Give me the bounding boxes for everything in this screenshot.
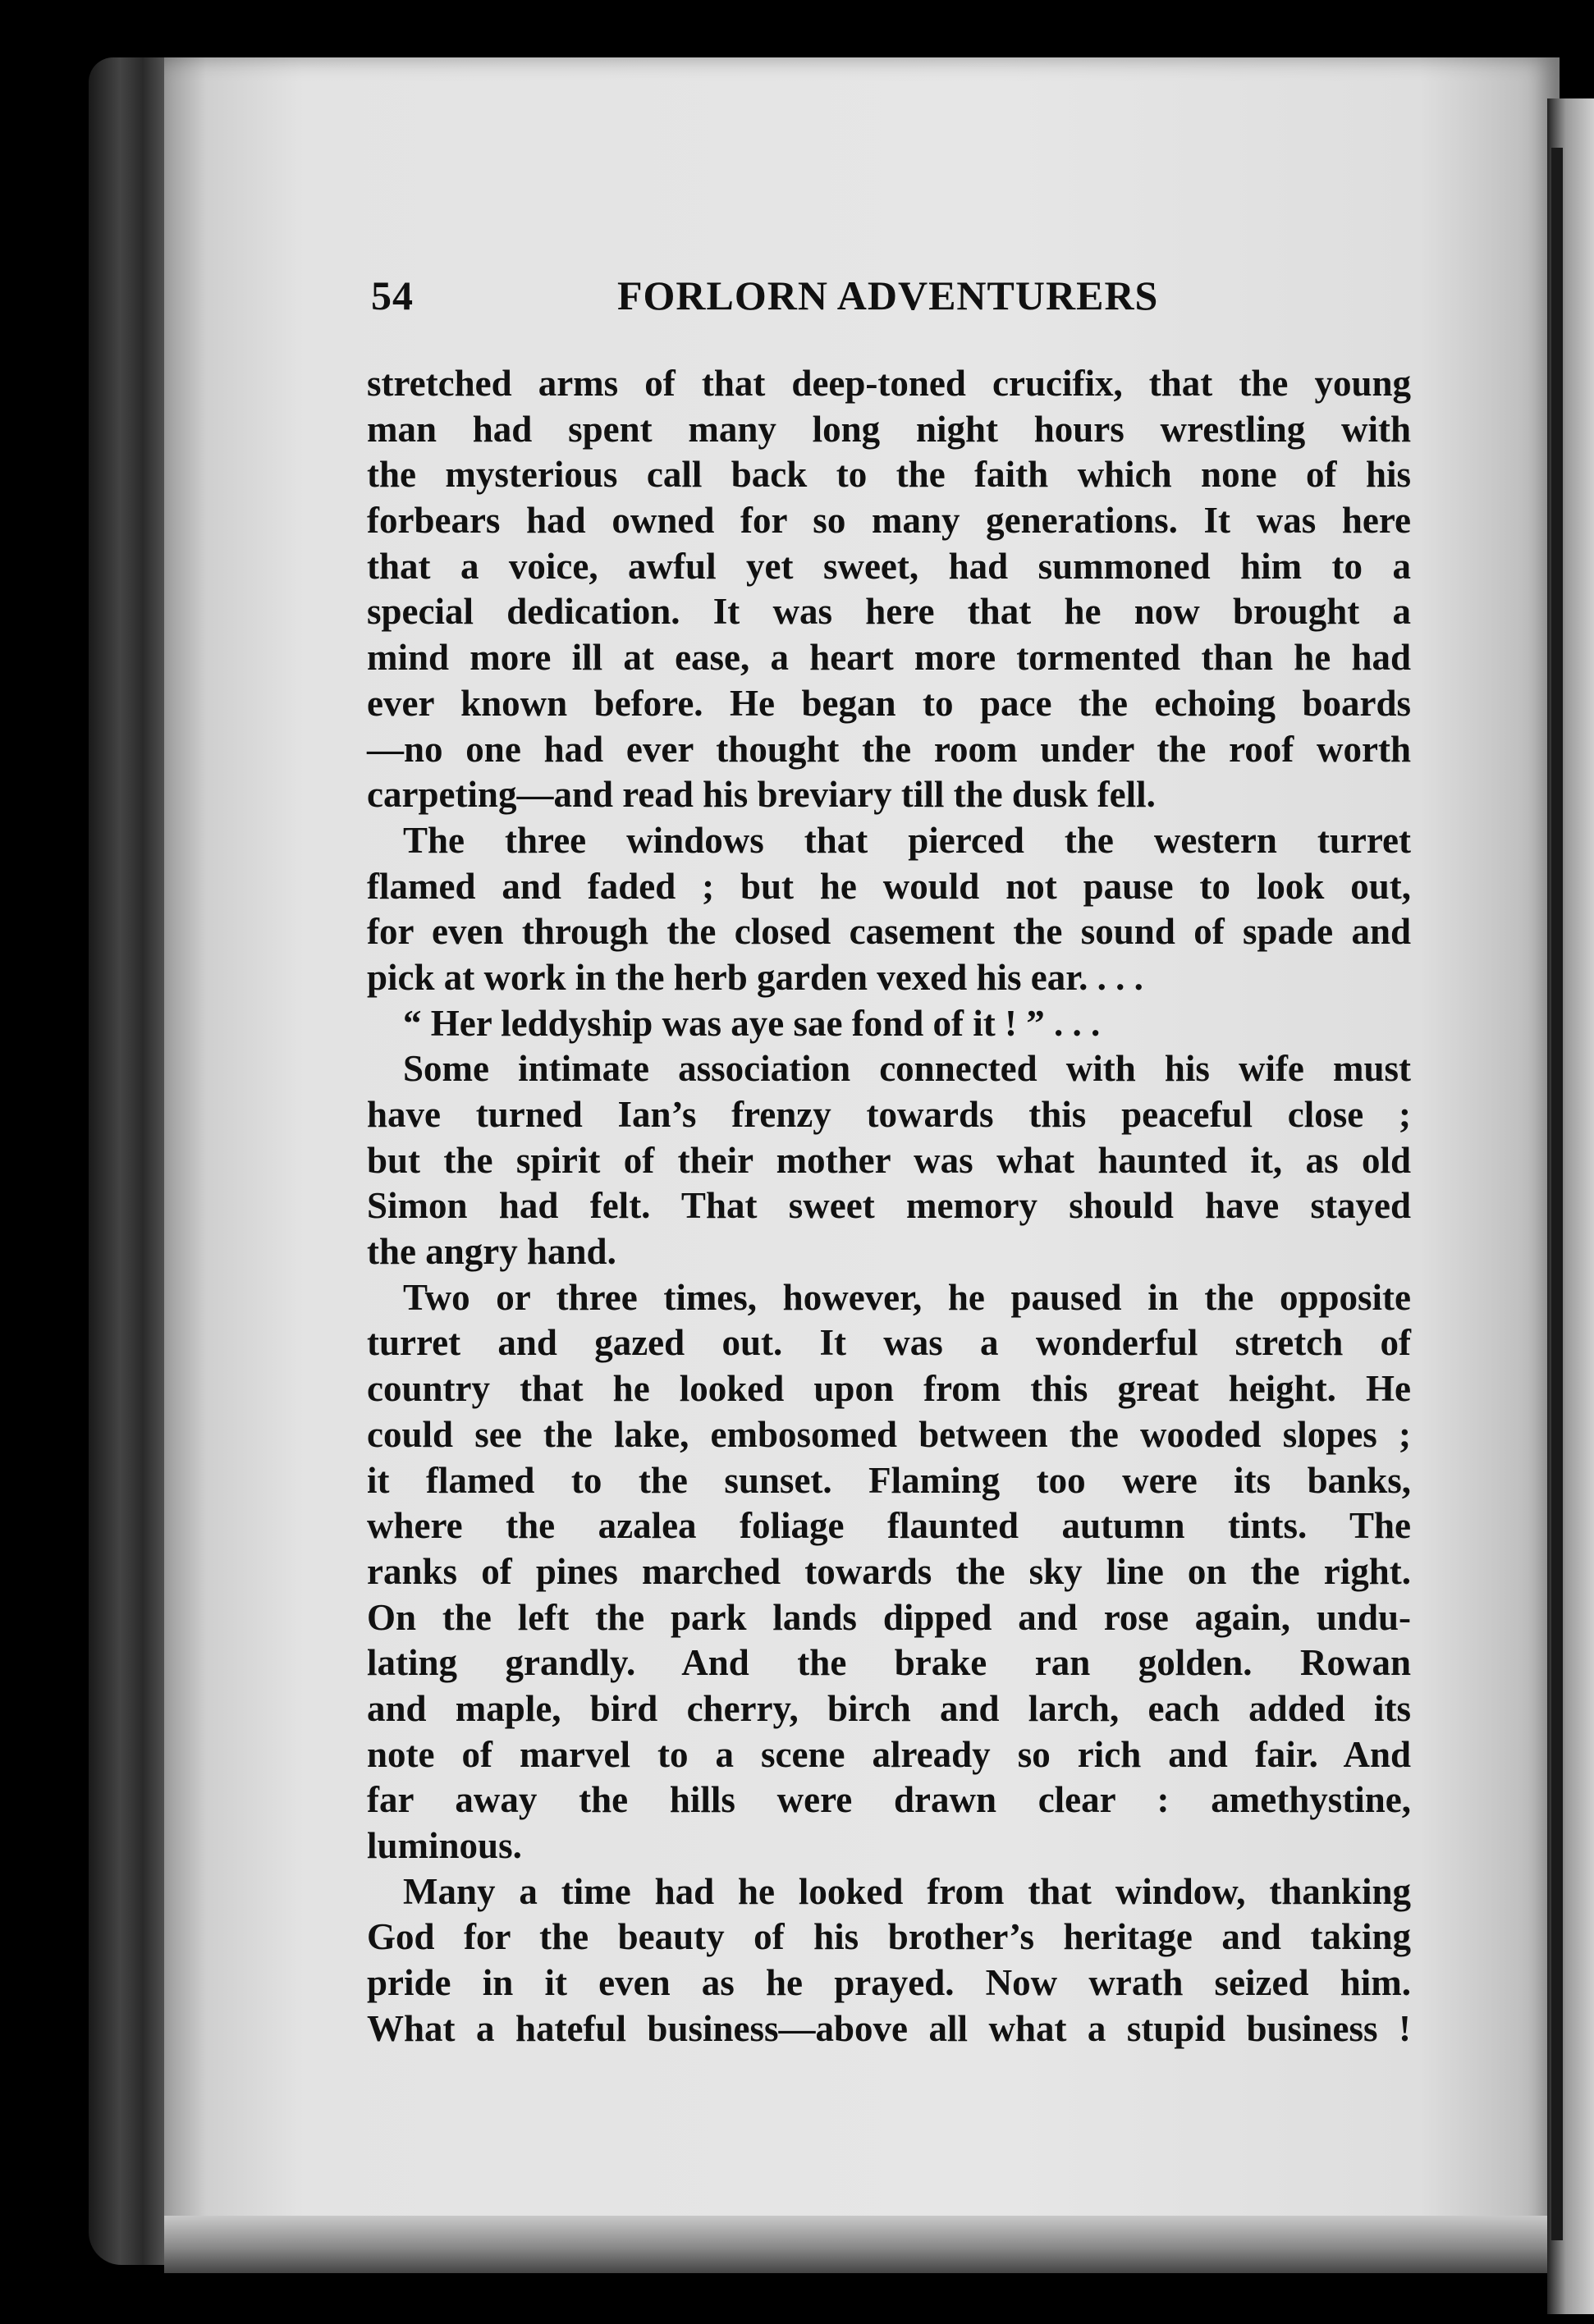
text-line: that a voice, awful yet sweet, had summoned him to a [367,545,1411,587]
page-header [371,267,1409,332]
text-line: Many a time had he looked from that window, thanking [403,1870,1411,1912]
text-line: ranks of pines marched towards the sky line on the right. [367,1550,1411,1592]
text-line: Simon had felt. That sweet memory should have stayed [367,1185,1411,1227]
text-line: have turned Ian’s frenzy towards this peaceful close ; [367,1094,1411,1135]
body-text [367,361,1411,2052]
text-line: note of marvel to a scene already so rich and fair. And [367,1733,1411,1775]
text-line: and maple, bird cherry, birch and larch, each added its [367,1687,1411,1729]
text-line: On the left the park lands dipped and rose again, undu- [367,1596,1411,1638]
text-line: God for the beauty of his brother’s heritage and taking [367,1916,1411,1958]
text-line: What a hateful business—above all what a stupid business ! [367,2007,1411,2049]
text-line: far away the hills were drawn clear : amethystine, [367,1779,1411,1821]
text-line: “ Her leddyship was aye sae fond of it ! ” . . . [403,1002,1101,1044]
page-number: 54 [371,272,414,318]
text-line: ever known before. He began to pace the echoing boards [367,682,1411,724]
text-line: country that he looked upon from this great height. He [367,1368,1411,1410]
text-line: Two or three times, however, he paused in the opposite [403,1276,1411,1318]
text-line: stretched arms of that deep-toned crucifix, that the young [367,363,1411,404]
text-line: special dedication. It was here that he now brought a [367,591,1411,633]
text-line: pride in it even as he prayed. Now wrath seized him. [367,1962,1411,2004]
text-line: man had spent many long night hours wrestling with [367,408,1411,450]
text-line: carpeting—and read his breviary till the dusk fell. [367,774,1156,816]
text-line: where the azalea foliage flaunted autumn tints. The [367,1505,1411,1547]
text-line: mind more ill at ease, a heart more tormented than he had [367,637,1411,679]
text-line: Some intimate association connected with his wife must [403,1048,1411,1090]
running-title: FORLORN ADVENTURERS [617,272,1159,318]
text-line: the mysterious call back to the faith which none of his [367,454,1411,496]
text-line: the angry hand. [367,1231,616,1273]
text-line: flamed and faded ; but he would not pause to look out, [367,865,1411,907]
binding-shadow [1551,148,1563,2240]
text-line: luminous. [367,1825,522,1866]
text-line: —no one had ever thought the room under the roof worth [367,728,1411,770]
text-line: it flamed to the sunset. Flaming too were its banks, [367,1459,1411,1501]
text-line: but the spirit of their mother was what haunted it, as old [367,1139,1411,1181]
text-line: turret and gazed out. It was a wonderful stretch of [367,1322,1411,1364]
page-bottom-edge [164,2216,1560,2273]
text-line: The three windows that pierced the western turret [403,819,1411,861]
text-line: forbears had owned for so many generations. It was here [367,500,1411,542]
text-line: could see the lake, embosomed between the wooded slopes ; [367,1413,1411,1455]
text-line: pick at work in the herb garden vexed his ear. . . . [367,956,1143,998]
text-line: for even through the closed casement the sound of spade and [367,911,1411,953]
text-line: lating grandly. And the brake ran golden. Rowan [367,1642,1411,1684]
